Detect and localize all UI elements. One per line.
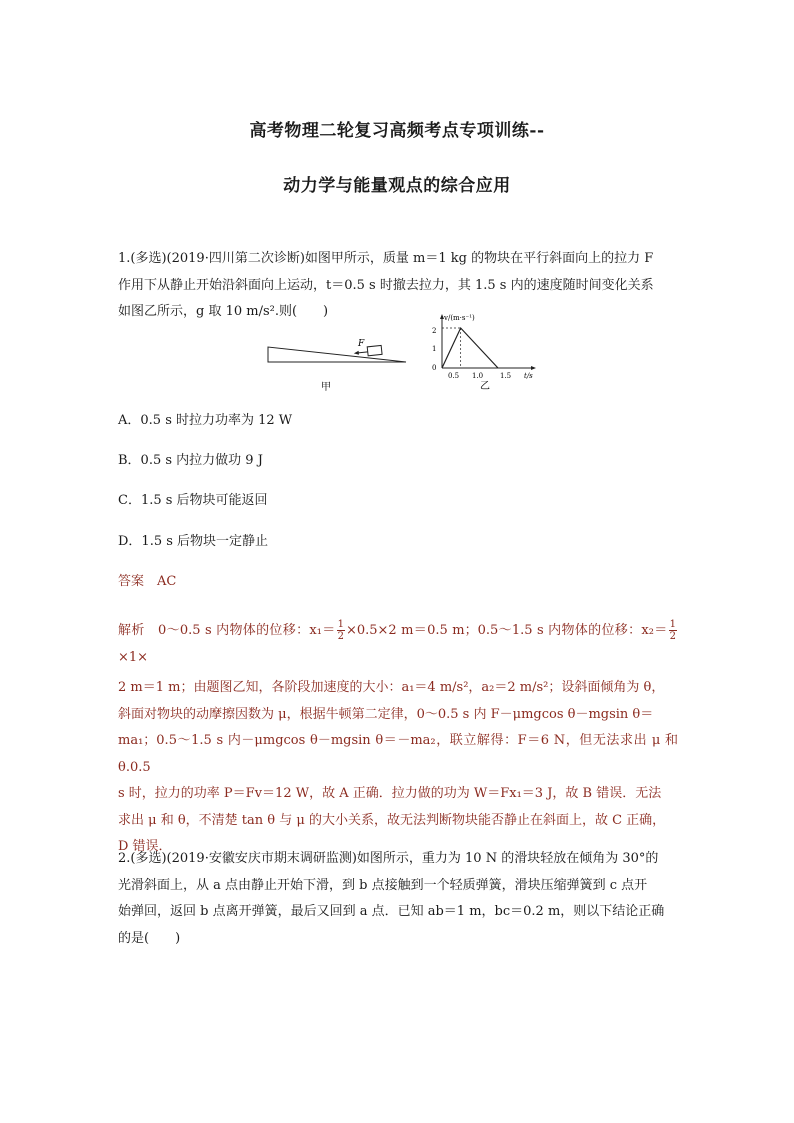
incline-shape — [268, 347, 406, 362]
q2-stem — [118, 846, 678, 952]
fraction-denominator: 2 — [337, 631, 344, 642]
q1-figures — [260, 310, 560, 393]
fraction — [337, 619, 345, 642]
analysis-line: D 错误． — [118, 839, 172, 854]
force-arrowhead — [354, 351, 359, 356]
q1-stem-line: 1.(多选)(2019·四川第二次诊断)如图甲所示，质量 m＝1 kg 的物块在平行斜面向上的拉力 F — [118, 251, 654, 266]
fraction-denominator: 2 — [669, 631, 676, 642]
fig-incline — [266, 332, 426, 402]
x-tick-label: 0.5 — [448, 372, 460, 380]
analysis — [118, 618, 678, 861]
velocity-series-line — [442, 328, 498, 368]
q2-stem-line: 的是( ) — [118, 930, 181, 946]
q2-stem-line: 光滑斜面上，从 a 点由静止开始下滑，到 b 点接触到一个轻质弹簧，滑块压缩弹簧到 c 点开 — [118, 877, 648, 893]
q2-stem-line: 2.(多选)(2019·安徽安庆市期末调研监测)如图所示，重力为 10 N 的滑块轻放在倾角为 30°的 — [118, 851, 659, 866]
analysis-text: ×1× — [118, 649, 149, 665]
fraction — [669, 619, 677, 642]
doc-title-line2: 动力学与能量观点的综合应用 — [283, 176, 511, 196]
analysis-text: 解析 0～0.5 s 内物体的位移：x₁＝ — [118, 623, 336, 638]
block-shape — [367, 345, 382, 355]
fraction-numerator: 1 — [337, 619, 344, 630]
fig-b-label: 乙 — [480, 381, 490, 390]
doc-title-line1: 高考物理二轮复习高频考点专项训练-- — [249, 121, 545, 141]
answer: 答案 AC — [118, 574, 177, 589]
fig-a-label: 甲 — [321, 382, 331, 393]
x-axis-label: t/s — [524, 372, 533, 380]
x-tick-label: 1.5 — [500, 372, 512, 380]
analysis-line: 求出 μ 和 θ，不清楚 tan θ 与 μ 的大小关系，故无法判断物块能否静止在斜面上，故 C 正确， — [118, 812, 666, 828]
analysis-text: ×0.5×2 m＝0.5 m；0.5～1.5 s 内物体的位移：x₂＝ — [345, 623, 668, 638]
fig-vt-graph — [428, 310, 548, 390]
analysis-line: 2 m＝1 m；由题图乙知，各阶段加速度的大小：a₁＝4 m/s²，a₂＝2 m/s²；设斜面倾角为 θ， — [118, 680, 665, 695]
y-tick-label: 0 — [432, 364, 437, 372]
option-c: C．1.5 s 后物块可能返回 — [118, 493, 268, 508]
option-a: A．0.5 s 时拉力功率为 12 W — [118, 413, 293, 428]
y-tick-label: 1 — [432, 345, 437, 353]
q1-stem-line: 如图乙所示，g 取 10 m/s².则( ) — [118, 304, 329, 319]
analysis-line: ma₁；0.5～1.5 s 内－μmgcos θ－mgsin θ＝－ma₂，联立解得：F＝6 N，但无法求出 μ 和 θ.0.5 — [118, 733, 678, 775]
analysis-line: s 时，拉力的功率 P＝Fv＝12 W，故 A 正确．拉力做的功为 W＝Fx₁＝3 J，故 B 错误．无法 — [118, 786, 662, 801]
option-b: B．0.5 s 内拉力做功 9 J — [118, 453, 263, 468]
analysis-line — [118, 618, 678, 671]
x-axis-arrow — [531, 366, 536, 370]
x-tick-label: 1.0 — [472, 372, 484, 380]
y-tick-label: 2 — [432, 327, 437, 335]
q2-stem-line: 始弹回，返回 b 点离开弹簧，最后又回到 a 点．已知 ab＝1 m，bc＝0.2 m，则以下结论正确 — [118, 904, 665, 919]
analysis-line: 斜面对物块的动摩擦因数为 μ，根据牛顿第二定律，0～0.5 s 内 F－μmgcos θ－mgsin θ＝ — [118, 706, 654, 722]
option-d: D．1.5 s 后物块一定静止 — [118, 534, 269, 549]
fraction-numerator: 1 — [669, 619, 676, 630]
force-label: F — [358, 339, 365, 349]
y-axis-label: v/(m·s⁻¹) — [444, 314, 475, 322]
q1-stem-line: 作用下从静止开始沿斜面向上运动，t＝0.5 s 时撤去拉力，其 1.5 s 内的速度随时间变化关系 — [118, 277, 654, 293]
